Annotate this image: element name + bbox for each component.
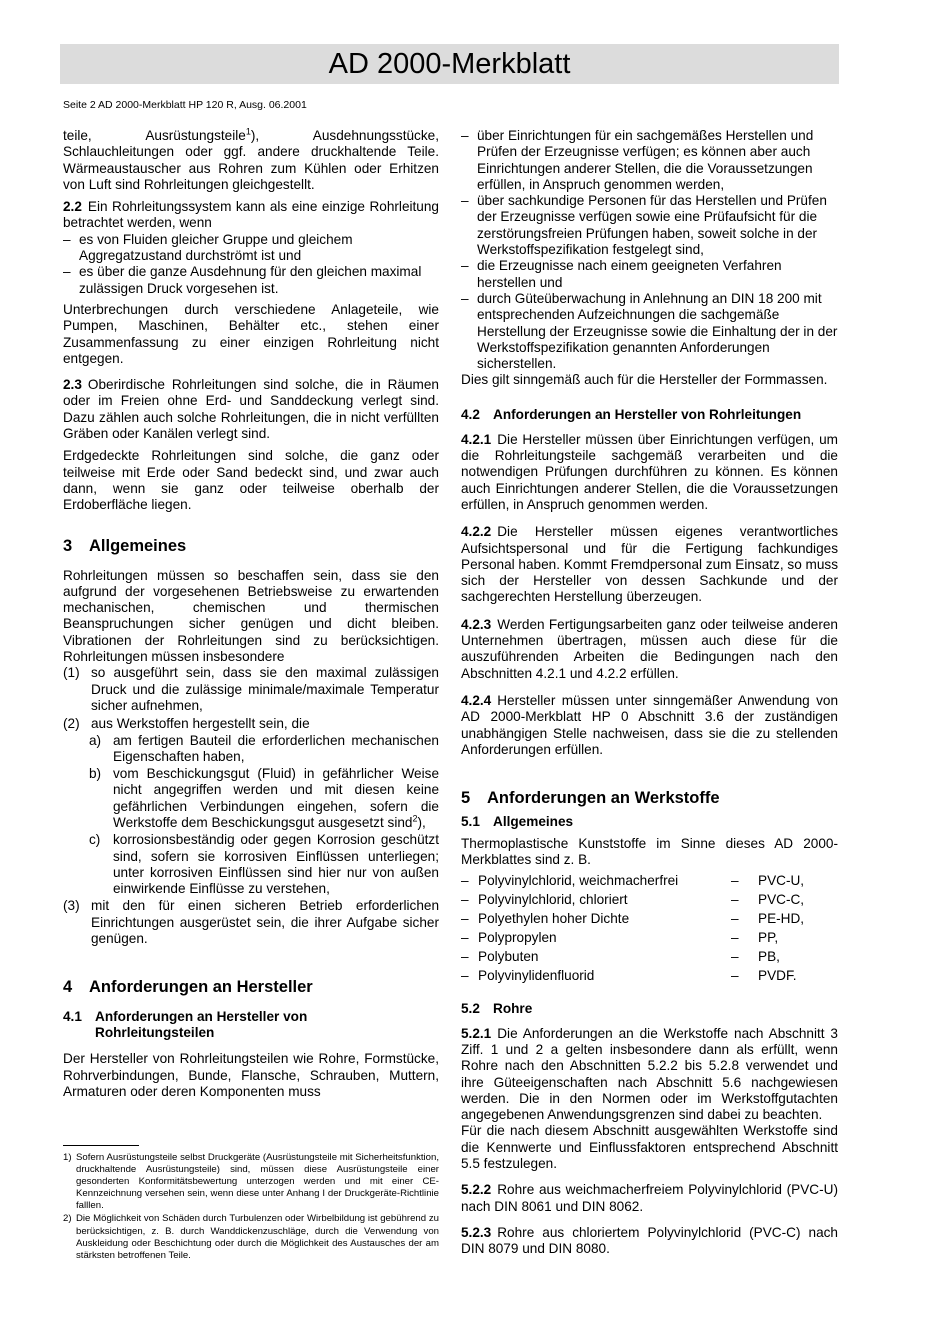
right-column bbox=[461, 128, 838, 1264]
list-item: – Polyvinylidenfluorid – PVDF. bbox=[461, 967, 797, 983]
list-item: a) am fertigen Bauteil die erforderlichen mechanischen Eigenschaften haben, bbox=[89, 732, 439, 764]
list-item: – Polyvinylchlorid, weichmacherfrei – PVC-U, bbox=[461, 872, 805, 888]
list-item: (1) so ausgeführt sein, dass sie den maximal zulässigen Druck und die zulässige minimale/maximale Temperatur sicher aufnehmen, bbox=[63, 665, 439, 713]
list-item: b) vom Beschickungsgut (Fluid) in gefährlicher Weise nicht angegriffen werden und mit diesen keine gefährlichen Verbindungen eingehen, sofern die Werkstoffe dem Beschickungsgut ausgesetzt sind$^2$), bbox=[89, 766, 439, 830]
list-item: – Polypropylen – PP, bbox=[461, 929, 779, 945]
list-item: – durch Güteüberwachung in Anlehnung an DIN 18 200 mit entsprechenden Aufzeichnungen die sachgemäße Herstellung der Erzeugnisse sowie die Einhaltung der in der Werkstoffspezifikation genannten Anforderungen sicherstellen. bbox=[461, 290, 838, 372]
section-4-heading: 4 Anforderungen an Hersteller bbox=[63, 978, 313, 997]
section-3-text: Rohrleitungen müssen so beschaffen sein, dass sie den aufgrund der vorgesehenen Betriebsweise zu erwartenden mechanischen, chemischen und thermischen Beanspruchungen sicher genügen und dicht bleiben. Vibrationen der Rohrleitungen sind zu berücksichtigen. Rohrleitungen müssen insbesondere bbox=[63, 567, 439, 665]
footnotes bbox=[63, 1152, 439, 1263]
section-4-2-2: 4.2.2 Die Hersteller müssen eigenes verantwortliches Aufsichtspersonal und für die Fertigung fachkundiges Personal haben. Kommt Fremdpersonal zum Einsatz, so muss sich der Hersteller von dessen Sachkunde und der sachgerechten Herstellung überzeugen. bbox=[461, 524, 839, 605]
section-5-2-heading: 5.2 Rohre bbox=[461, 1000, 533, 1016]
section-2-2: 2.2 Ein Rohrleitungssystem kann als eine einzige Rohrleitung betrachtet werden, wenn bbox=[63, 199, 439, 231]
footnote: 1) Sofern Ausrüstungsteile selbst Druckgeräte (Ausrüstungsteile mit Sicherheitsfunktion, druckhaltende Ausrüstungsteile) sind, müssen diese Ausrüstungsteile einer gesonderten Konformitätsbewertung unterzogen werden und mit einer CE-Kennzeichnung versehen sein, wenn diese unter Anhang I der Druckgeräte-Richtlinie falllen. bbox=[63, 1152, 439, 1212]
list-item: – über Einrichtungen für ein sachgemäßes Herstellen und Prüfen der Erzeugnisse verfügen; es können aber auch Einrichtungen anderer Stellen, die die Voraussetzungen erfüllen, in Anspruch genommen werden, bbox=[461, 128, 814, 192]
list-item: – Polyethylen hoher Dichte – PE-HD, bbox=[461, 910, 805, 926]
section-5-2-3: 5.2.3 Rohre aus chloriertem Polyvinylchlorid (PVC-C) nach DIN 8079 und DIN 8080. bbox=[461, 1224, 838, 1257]
intro-paragraph: teile, Ausrüstungsteile$^1$), Ausdehnungsstücke, Schlauchleitungen oder ggf. andere druckhaltende Teile. Wärmeaustauscher aus Rohren zum Kühlen oder Erhitzen von Luft sind Rohrleitungen gleichgestellt. bbox=[63, 126, 439, 192]
list-item: – die Erzeugnisse nach einem geeigneten Verfahren herstellen und bbox=[461, 258, 782, 290]
materials-list bbox=[461, 873, 838, 987]
list-item: c) korrosionsbeständig oder gegen Korrosion geschützt sind, sofern sie korrosiven Einflüssen unterliegen; unter korrosiven Einflüssen sind hier nur von außen einwirkende Einflüsse zu verstehen, bbox=[89, 832, 439, 897]
section-4-2-1: 4.2.1 Die Hersteller müssen über Einrichtungen verfügen, um die Rohrleitungsteile sachgemäß verarbeiten und die notwendigen Prüfungen durchführen zu können. Es können auch Einrichtungen anderer Stellen, die die Voraussetzungen erfüllen, in Anspruch genommen werden. bbox=[461, 431, 838, 512]
footnote-rule bbox=[63, 1145, 139, 1146]
manufacturers-note: Dies gilt sinngemäß auch für die Hersteller der Formmassen. bbox=[461, 372, 828, 388]
section-4-1-heading: 4.1 Anforderungen an Hersteller von Rohrleitungsteilen bbox=[63, 1009, 308, 1041]
section-5-2-1-note: Für die nach diesem Abschnitt ausgewählten Werkstoffe sind die Kennwerte und Einflussfaktoren entsprechend Abschnitt 5.5 festzulegen. bbox=[461, 1123, 838, 1172]
section-2-3: 2.3 Oberirdische Rohrleitungen sind solche, die in Räumen oder im Freien ohne Erd- und Sanddeckung verlegt sind. Dazu zählen auch solche Rohrleitungen, die in nicht verfüllten Gräben oder Kanälen verlegt sind. bbox=[63, 377, 439, 442]
section-3-heading: 3 Allgemeines bbox=[63, 536, 187, 555]
list-item: – über sachkundige Personen für das Herstellen und Prüfen der Erzeugnisse verfügen sowie eine Prüfaufsicht für die zerstörungsfreien Prüfungen haben, soweit solche in der Werkstoffspezifikation festgelegt sind, bbox=[461, 193, 827, 258]
list-item: (2) aus Werkstoffen hergestellt sein, die bbox=[63, 716, 310, 732]
section-4-1-text: Der Hersteller von Rohrleitungsteilen wie Rohre, Formstücke, Rohrverbindungen, Bunde, Flansche, Schrauben, Muttern, Armaturen oder deren Komponenten muss bbox=[63, 1051, 439, 1099]
section-4-2-heading: 4.2 Anforderungen an Hersteller von Rohrleitungen bbox=[461, 406, 802, 422]
section-5-heading: 5 Anforderungen an Werkstoffe bbox=[461, 789, 720, 808]
section-4-2-3: 4.2.3 Werden Fertigungsarbeiten ganz oder teilweise anderen Unternehmen übertragen, müssen auch diese für die auszuführenden Arbeiten die Bedingungen nach den Abschnitten 4.2.1 und 4.2.2 erfüllen. bbox=[461, 616, 838, 681]
section-5-2-2: 5.2.2 Rohre aus weichmacherfreiem Polyvinylchlorid (PVC-U) nach DIN 8061 und DIN 8062. bbox=[461, 1182, 838, 1214]
list-item: (3) mit den für einen sicheren Betrieb erforderlichen Einrichtungen ausgerüstet sein, die ihrer Aufgabe sicher genügen. bbox=[63, 898, 439, 947]
section-5-1-heading: 5.1 Allgemeines bbox=[461, 814, 574, 830]
left-column bbox=[63, 128, 439, 1106]
section-5-2-1: 5.2.1 Die Anforderungen an die Werkstoffe nach Abschnitt 3 Ziff. 1 und 2 a gelten insbesondere dann als erfüllt, wenn Rohre nach den Abschnitten 5.2.2 bis 5.2.8 verwendet und ihre Güteeigenschaften nach Abschnitt 5.6 nachgewiesen werden. Die in den Normen oder im Werkstoffgutachten angegebenen Anwendungsgrenzen sind dabei zu beachten. bbox=[461, 1025, 838, 1123]
list-item: – es von Fluiden gleicher Gruppe und gleichem Aggregatzustand durchströmt ist und bbox=[63, 231, 353, 264]
section-2-2-note: Unterbrechungen durch verschiedene Anlageteile, wie Pumpen, Maschinen, Behälter etc., stehen einer Zusammenfassung zu einer einzigen Rohrleitung nicht entgegen. bbox=[63, 301, 439, 366]
document-title: AD 2000-Merkblatt bbox=[60, 44, 839, 84]
list-item: – es über die ganze Ausdehnung für den gleichen maximal zulässigen Druck vorgesehen ist. bbox=[63, 264, 422, 296]
footnote: 2) Die Möglichkeit von Schäden durch Turbulenzen oder Wirbelbildung ist gebührend zu berücksichtigen, z. B. durch Wanddickenzuschläge, durch die Verwendung von Auskleidung oder Beschichtung oder durch die Möglichkeit des Austausches der am stärksten betroffenen Teile. bbox=[63, 1213, 439, 1261]
list-item: – Polyvinylchlorid, chloriert – PVC-C, bbox=[461, 891, 805, 907]
section-2-3-text: Erdgedeckte Rohrleitungen sind solche, die ganz oder teilweise mit Erde oder Sand bedeckt sind, und zwar auch dann, wenn sie ganz oder teilweise oberhalb der Erdoberfläche liegen. bbox=[63, 448, 439, 513]
section-5-1-text: Thermoplastische Kunststoffe im Sinne dieses AD 2000-Merkblattes sind z. B. bbox=[461, 836, 838, 868]
page-header-line: Seite 2 AD 2000-Merkblatt HP 120 R, Ausg. 06.2001 bbox=[63, 99, 307, 111]
list-item: – Polybuten – PB, bbox=[461, 948, 780, 964]
section-4-2-4: 4.2.4 Hersteller müssen unter sinngemäßer Anwendung von AD 2000-Merkblatt HP 0 Abschnitt 3.6 der zuständigen unabhängigen Stelle nachweisen, dass sie die zu stellenden Anforderungen erfüllen. bbox=[461, 692, 838, 757]
